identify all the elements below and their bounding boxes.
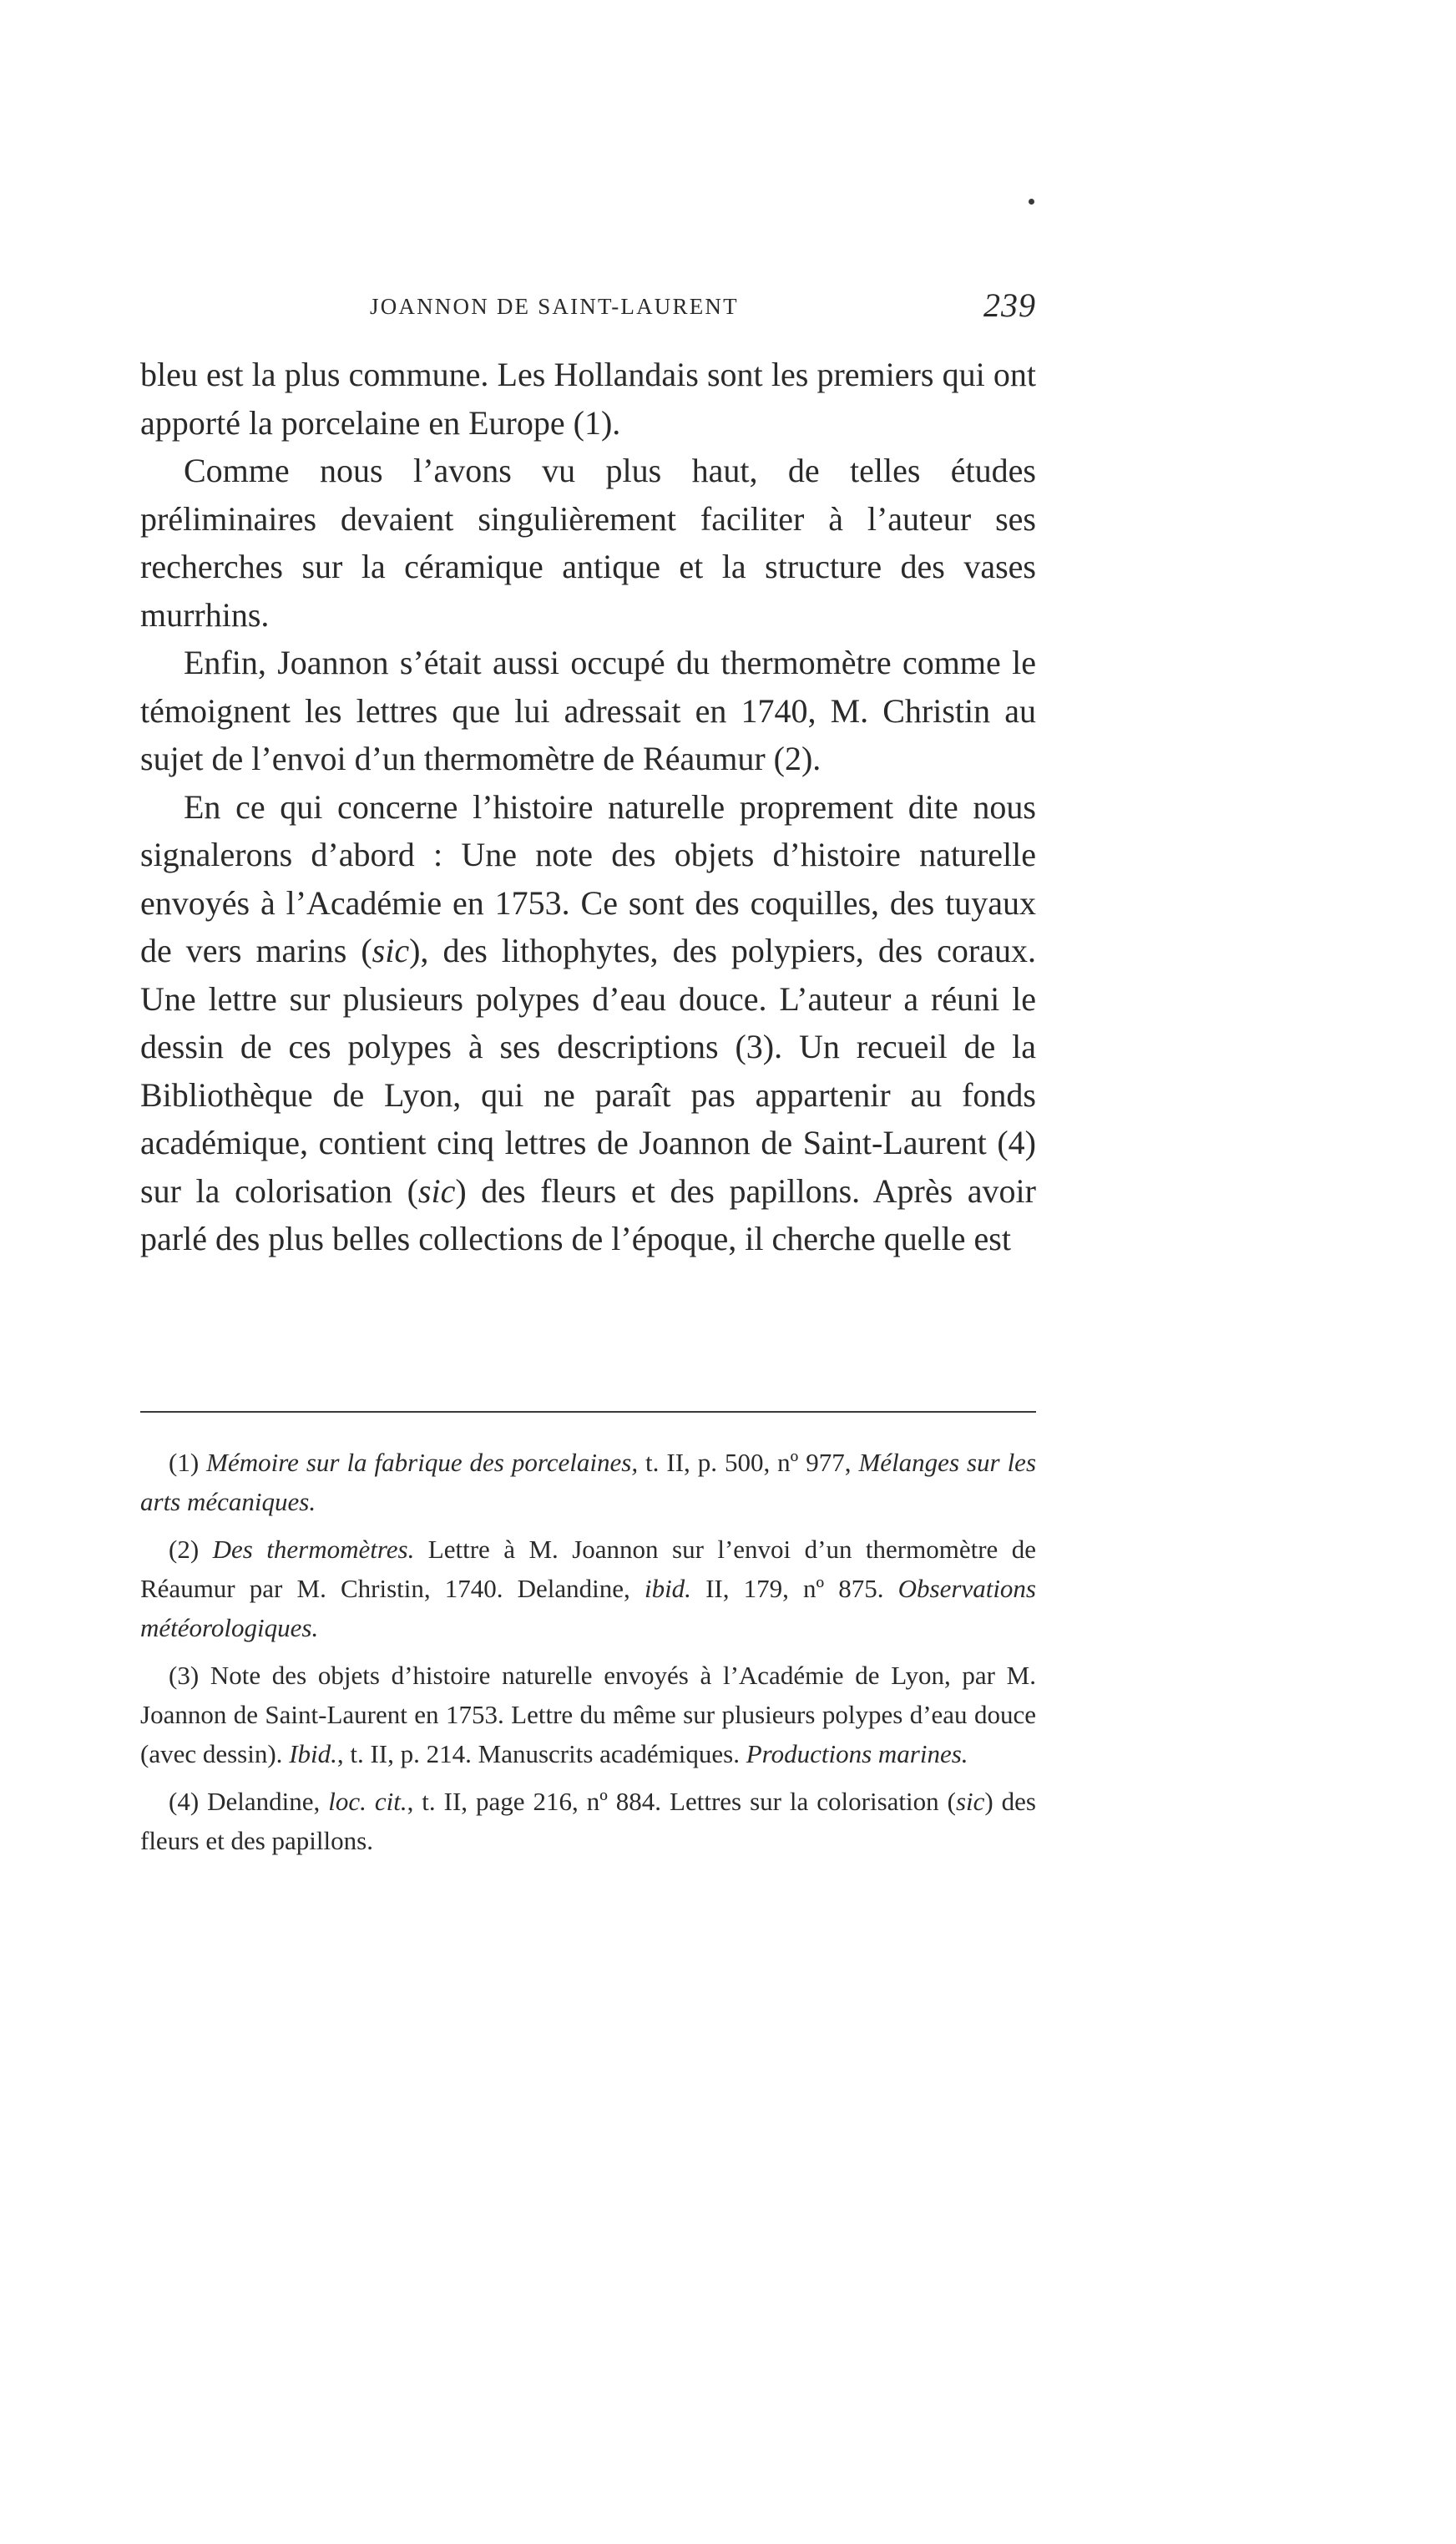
paragraph-4-part-a: En ce qui concerne l’histoire naturelle proprement dite nous signalerons d’abord : Une note des objets d’histoire naturelle envoyés à l’Académie en 1753. Ce sont des coquilles, des tuyaux de vers marins ( [140,787,1036,969]
paragraph-3: Enfin, Joannon s’était aussi occupé du thermomètre comme le témoignent les lettres que lui adressait en 1740, M. Christin au sujet de l’envoi d’un thermomètre de Réaumur (2). [140,644,1036,777]
running-title: JOANNON DE SAINT-LAURENT [370,294,739,319]
footnote-1 [140,1443,1036,1521]
footnote-4-end: ) des fleurs et des papillons. [140,1787,1036,1855]
footnote-3-ibid: Ibid. [289,1739,337,1768]
paragraph-4-part-b: ), des lithophytes, des polypiers, des coraux. Une lettre sur plusieurs polypes d’eau douce. L’auteur a réuni le dessin de ces polypes à ses descriptions (3). Un recueil de la Bibliothèque de Lyon, qui ne paraît pas appartenir au fonds académique, contient cinq lettres de Joannon de Saint-Laurent (4) sur la colorisation ( [140,932,1036,1210]
footnote-4-reference: , t. II, page 216, nº 884. Lettres sur la colorisation ( [407,1787,956,1816]
running-header [140,286,1036,334]
paragraph-4 [140,783,1036,1263]
page-number: 239 [983,286,1036,324]
footnote-2-number: (2) [169,1535,213,1564]
footnote-4-loc-cit: loc. cit. [328,1787,407,1816]
sic-italic: sic [372,932,410,969]
footnote-3 [140,1656,1036,1773]
paragraph-2: Comme nous l’avons vu plus haut, de telles études préliminaires devaient singulièrement faciliter à l’auteur ses recherches sur la céramique antique et la structure des vases murrhins. [140,452,1036,634]
footnote-4-number: (4) Delandine, [169,1787,329,1816]
footnote-rule [140,1411,1036,1413]
footnote-2-title: Des thermomètres. [212,1535,415,1564]
footnotes [140,1443,1036,1869]
sic-italic: sic [417,1171,456,1210]
footnote-1-section: Mélanges sur les arts mécaniques. [140,1448,1037,1516]
paragraph-1: bleu est la plus commune. Les Hollandais sont les premiers qui ont apporté la porcelaine en Europe (1). [140,356,1036,442]
paragraph-4-part-c: ) des fleurs et des papillons. Après avoir parlé des plus belles collections de l’époque, il cherche quelle est [140,1171,1036,1257]
footnote-4 [140,1782,1036,1860]
footnote-1-reference: t. II, p. 500, nº 977, [638,1448,859,1477]
footnote-1-number: (1) [169,1448,207,1477]
footnote-2-reference: II, 179, nº 875. [690,1574,898,1603]
footnote-2-text: Lettre à M. Joannon sur l’envoi d’un thermomètre de Réaumur par M. Christin, 1740. Delandine, [140,1535,1036,1603]
footnote-1-title: Mémoire sur la fabrique des porcelaines, [206,1448,639,1477]
footnote-3-text: (3) Note des objets d’histoire naturelle envoyés à l’Académie de Lyon, par M. Joannon de Saint-Laurent en 1753. Lettre du même sur plusieurs polypes d’eau douce (avec dessin). [140,1661,1036,1768]
print-speck [1029,199,1034,205]
footnote-4-sic: sic [955,1787,985,1816]
body-text [140,351,1036,1263]
footnote-2-section: Observations météorologiques. [140,1574,1036,1642]
footnote-2-ibid: ibid. [644,1574,691,1603]
footnote-3-section: Productions marines. [746,1739,968,1768]
footnote-2 [140,1530,1036,1647]
footnote-3-reference: , t. II, p. 214. Manuscrits académiques. [336,1739,746,1768]
